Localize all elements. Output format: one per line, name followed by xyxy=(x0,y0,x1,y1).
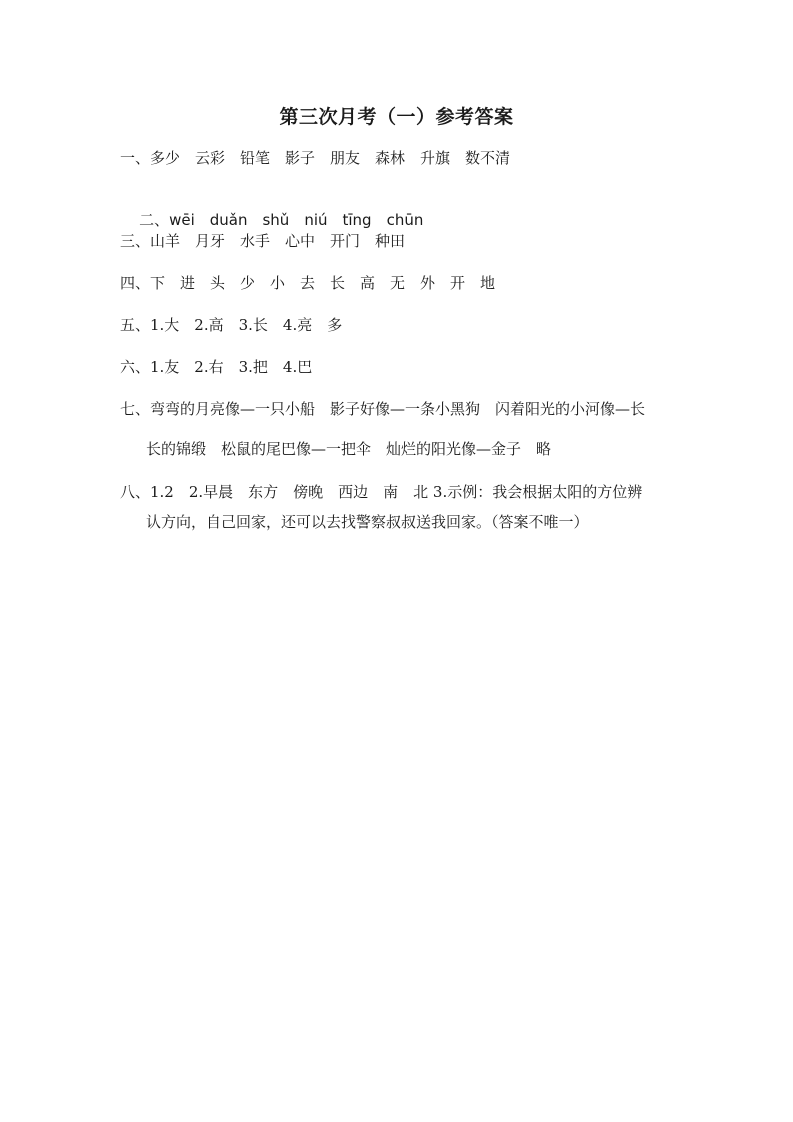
answer-q5: 五、1.大 2.高 3.长 4.亮 多 xyxy=(120,316,343,334)
answer-q8-line2: 认方向，自己回家，还可以去找警察叔叔送我回家。（答案不唯一） xyxy=(146,513,589,531)
answer-q3: 三、山羊 月牙 水手 心中 开门 种田 xyxy=(120,232,406,250)
answer-q7-line1: 七、弯弯的月亮像—一只小船 影子好像—一条小黑狗 闪着阳光的小河像—长 xyxy=(120,400,646,418)
answer-q1: 一、多少 云彩 铅笔 影子 朋友 森林 升旗 数不清 xyxy=(120,149,511,167)
answer-q6: 六、1.友 2.右 3.把 4.巴 xyxy=(120,358,313,376)
answer-q7-line2: 长的锦缎 松鼠的尾巴像—一把伞 灿烂的阳光像—金子 略 xyxy=(146,440,552,458)
answer-q4: 四、下 进 头 少 小 去 长 高 无 外 开 地 xyxy=(120,274,496,292)
answer-q2-pinyin: wēi duǎn shǔ niú tīng chūn xyxy=(169,211,424,229)
page-title: 第三次月考（一）参考答案 xyxy=(279,106,514,128)
answer-q8-line1: 八、1.2 2.早晨 东方 傍晚 西边 南 北 3.示例：我会根据太阳的方位辨 xyxy=(120,483,643,501)
answer-q2-label: 二、 xyxy=(139,211,170,229)
